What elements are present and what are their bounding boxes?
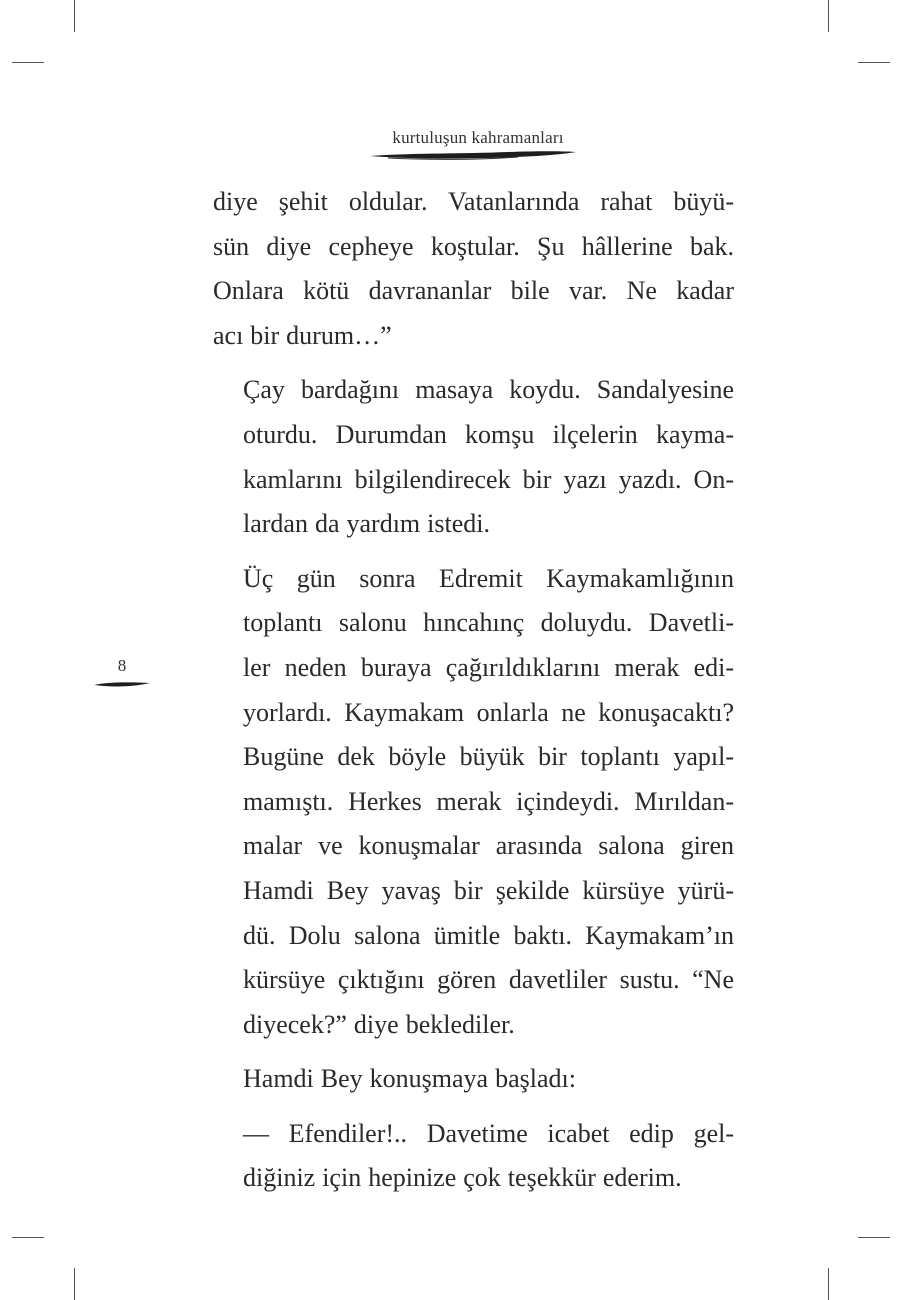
text-line: diğiniz için hepinize çok teşekkür ederim. xyxy=(243,1163,682,1193)
paragraph xyxy=(213,1112,734,1201)
page-number: 8 xyxy=(117,656,127,675)
text-line: kürsüye çıktığını gören davetliler sustu. “Ne xyxy=(243,965,734,995)
text-line: diyecek?” diye beklediler. xyxy=(243,1009,515,1039)
text-line: sün diye cepheye koştular. Şu hâllerine bak. xyxy=(213,231,734,261)
crop-mark xyxy=(858,1237,890,1238)
text-line: malar ve konuşmalar arasında salona giren xyxy=(243,831,734,861)
text-line: Hamdi Bey konuşmaya başladı: xyxy=(243,1064,576,1094)
page-number-block xyxy=(92,656,152,690)
text-line: Onlara kötü davrananlar bile var. Ne kadar xyxy=(213,276,734,306)
crop-mark xyxy=(74,0,75,32)
text-line: Üç gün sonra Edremit Kaymakamlığının xyxy=(243,563,734,593)
text-line: — Efendiler!.. Davetime icabet edip gel- xyxy=(243,1118,734,1148)
text-line: Bugüne dek böyle büyük bir toplantı yapıl- xyxy=(243,742,734,772)
text-line: Hamdi Bey yavaş bir şekilde kürsüye yürü- xyxy=(243,875,734,905)
body-text xyxy=(213,180,734,1211)
text-line: mamıştı. Herkes merak içindeydi. Mırıldan- xyxy=(243,786,734,816)
paragraph xyxy=(213,557,734,1048)
paragraph xyxy=(213,368,734,546)
header-brush-stroke xyxy=(368,148,578,162)
text-line: ler neden buraya çağırıldıklarını merak edi- xyxy=(243,652,734,682)
paragraph xyxy=(213,1057,734,1102)
crop-mark xyxy=(858,62,890,63)
text-line: yorlardı. Kaymakam onlarla ne konuşacaktı? xyxy=(243,697,734,727)
paragraph xyxy=(213,180,734,358)
crop-mark xyxy=(12,1237,44,1238)
text-line: toplantı salonu hıncahınç doluydu. Davetli- xyxy=(243,608,734,638)
text-line: lardan da yardım istedi. xyxy=(243,509,490,539)
crop-mark xyxy=(828,0,829,32)
text-line: Çay bardağını masaya koydu. Sandalyesine xyxy=(243,375,734,405)
crop-mark xyxy=(74,1268,75,1300)
text-line: oturdu. Durumdan komşu ilçelerin kayma- xyxy=(243,419,734,449)
text-line: acı bir durum…” xyxy=(213,320,392,350)
page-number-brush-stroke xyxy=(92,678,152,690)
text-line: kamlarını bilgilendirecek bir yazı yazdı. On- xyxy=(243,464,734,494)
text-line: diye şehit oldular. Vatanlarında rahat büyü- xyxy=(213,187,734,216)
text-line: dü. Dolu salona ümitle baktı. Kaymakam’ın xyxy=(243,920,734,950)
running-head: kurtuluşun kahramanları xyxy=(392,128,564,147)
crop-mark xyxy=(828,1268,829,1300)
crop-mark xyxy=(12,62,44,63)
